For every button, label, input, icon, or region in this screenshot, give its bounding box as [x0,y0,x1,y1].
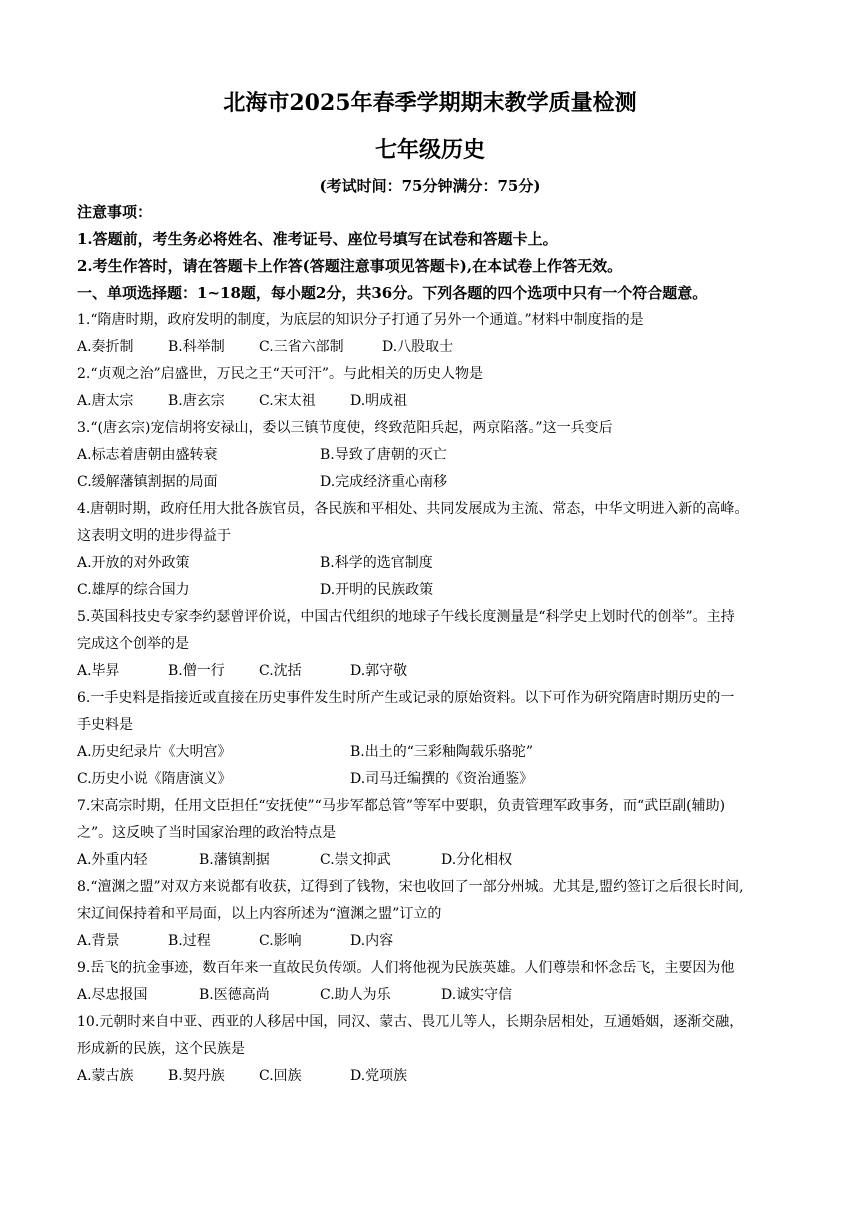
question-option: D.完成经济重心南移 [320,474,448,490]
question-option: B.唐玄宗 [168,393,225,409]
question-option: A.外重内轻 [77,852,148,868]
exam-subject: 七年级历史 [374,137,485,163]
question-option: A.尽忠报国 [77,987,148,1003]
question-option: C.三省六部制 [259,339,344,355]
section-heading: 一、单项选择题：1~18题，每小题2分，共36分。下列各题的四个选项中只有一个符合题意。 [77,284,708,302]
question-stem: 5.英国科技史专家李约瑟曾评价说，中国古代组织的地球子午线长度测量是“科学史上划时代的创举”。主持 [77,609,735,625]
question-option: B.科学的选官制度 [320,555,433,571]
note-item-1: 1.答题前，考生务必将姓名、准考证号、座位号填写在试卷和答题卡上。 [77,230,558,248]
question-option: A.唐太宗 [77,393,134,409]
question-stem: 4.唐朝时期，政府任用大批各族官员，各民族和平相处、共同发展成为主流、常态，中华文明进入新的高峰。 [77,501,749,517]
question-stem: 8.“澶渊之盟”对双方来说都有收获，辽得到了钱物，宋也收回了一部分州城。尤其是,盟约签订之后很长时间, [77,879,744,895]
question-option: D.党项族 [350,1068,408,1084]
question-option: D.内容 [350,933,394,949]
question-stem-cont: 形成新的民族，这个民族是 [77,1041,245,1057]
question-option: D.八股取士 [382,339,454,355]
note-item-2: 2.考生作答时，请在答题卡上作答(答题注意事项见答题卡),在本试卷上作答无效。 [77,257,623,275]
question-option: D.明成祖 [350,393,408,409]
question-stem: 3.“(唐玄宗)宠信胡将安禄山，委以三镇节度使，终致范阳兵起，两京陷落。”这一兵变后 [77,420,613,436]
question-stem: 1.“隋唐时期，政府发明的制度，为底层的知识分子打通了另外一个通道。”材料中制度指的是 [77,312,644,328]
question-option: B.导致了唐朝的灭亡 [320,447,447,463]
question-option: B.僧一行 [168,663,225,679]
question-stem-cont: 手史料是 [77,717,133,733]
question-stem-cont: 完成这个创举的是 [77,636,189,652]
question-option: D.司马迁编撰的《资治通鉴》 [350,771,534,787]
question-option: D.诚实守信 [441,987,513,1003]
question-option: A.标志着唐朝由盛转衰 [77,447,218,463]
question-option: A.开放的对外政策 [77,555,190,571]
question-option: C.宋太祖 [259,393,316,409]
question-option: A.蒙古族 [77,1068,134,1084]
question-option: A.毕昇 [77,663,120,679]
question-option: A.历史纪录片《大明宫》 [77,744,232,760]
question-option: B.契丹族 [168,1068,225,1084]
question-stem: 9.岳飞的抗金事迹，数百年来一直故民负传颂。人们将他视为民族英雄。人们尊崇和怀念岳飞，主要因为他 [77,960,735,976]
question-option: C.崇文抑武 [320,852,391,868]
question-stem: 2.“贞观之治”启盛世，万民之王“天可汗”。与此相关的历史人物是 [77,366,483,382]
question-option: C.缓解藩镇割据的局面 [77,474,218,490]
question-option: C.回族 [259,1068,302,1084]
question-stem-cont: 之”。这反映了当时国家治理的政治特点是 [77,825,337,841]
question-option: D.分化相权 [441,852,513,868]
question-option: C.雄厚的综合国力 [77,582,190,598]
exam-title: 北海市2025年春季学期期末教学质量检测 [223,90,637,116]
question-stem-cont: 这表明文明的进步得益于 [77,528,231,544]
question-stem: 6.一手史料是指接近或直接在历史事件发生时所产生或记录的原始资料。以下可作为研究隋唐时期历史的一 [77,690,735,706]
question-option: B.过程 [168,933,211,949]
question-option: B.藩镇割据 [199,852,270,868]
question-option: A.奏折制 [77,339,134,355]
question-stem-cont: 宋辽间保持着和平局面，以上内容所述为“澶渊之盟”订立的 [77,906,442,922]
question-option: C.历史小说《隋唐演义》 [77,771,232,787]
question-option: C.沈括 [259,663,302,679]
question-option: B.医德高尚 [199,987,270,1003]
question-option: C.助人为乐 [320,987,391,1003]
question-option: C.影响 [259,933,302,949]
question-option: B.出土的“三彩釉陶载乐骆驼” [350,744,534,760]
exam-info: (考试时间：75分钟满分：75分) [319,177,541,195]
question-option: D.开明的民族政策 [320,582,434,598]
question-option: A.背景 [77,933,120,949]
question-stem: 10.元朝时来自中亚、西亚的人移居中国，同汉、蒙古、畏兀儿等人，长期杂居相处，互通婚姻，逐渐交融， [77,1014,744,1030]
question-option: D.郭守敬 [350,663,408,679]
question-option: B.科举制 [168,339,225,355]
question-stem: 7.宋高宗时期，任用文臣担任“安抚使”“马步军都总管”等军中要职，负责管理军政事务，而“武臣副(辅助) [77,798,726,814]
notes-heading: 注意事项： [77,203,153,221]
